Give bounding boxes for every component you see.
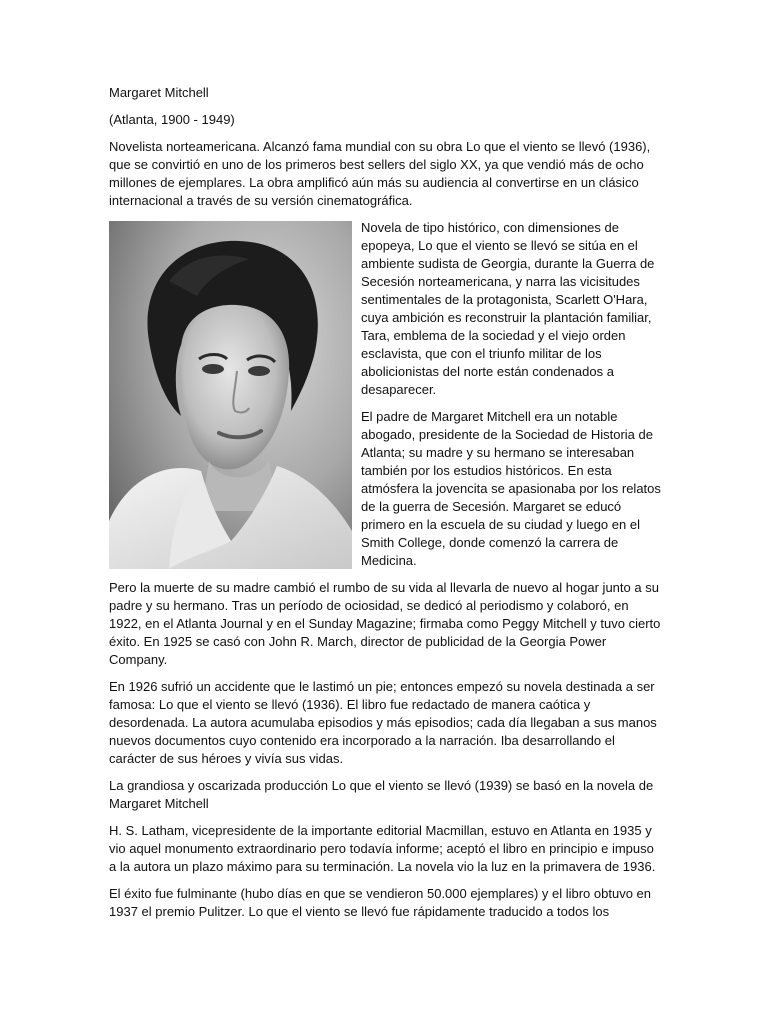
side-paragraph: El padre de Margaret Mitchell era un notable abogado, presidente de la Sociedad de Historia de Atlanta; su madre y su hermano se interesaban también por los estudios históricos. En esta atmósfera la jovencita se apasionaba por los relatos de la guerra de Secesión. Margaret se educó primero en la escuela de su ciudad y luego en el Smith College, donde comenzó la carrera de Medicina. xyxy=(361,409,661,568)
portrait-photo xyxy=(109,221,352,569)
intro-paragraph: Novelista norteamericana. Alcanzó fama mundial con su obra Lo que el viento se llevó (1936), que se convirtió en uno de los primeros best sellers del siglo XX, ya que vendió más de ocho millones de ejemplares. La obra amplificó aún más su audiencia al convertirse en un clásico internacional a través de su versión cinematográfica. xyxy=(109,139,651,208)
document-page xyxy=(109,84,661,930)
portrait-image xyxy=(109,221,352,569)
document-title: Margaret Mitchell xyxy=(109,85,209,100)
body-paragraph: Pero la muerte de su madre cambió el rumbo de su vida al llevarla de nuevo al hogar junto a su padre y su hermano. Tras un período de ociosidad, se dedicó al periodismo y colaboró, en 1922, en el Atlanta Journal y en el Sunday Magazine; firmaba como Peggy Mitchell y tuvo cierto éxito. En 1925 se casó con John R. March, director de publicidad de la Georgia Power Company. xyxy=(109,580,661,667)
body-paragraph: H. S. Latham, vicepresidente de la importante editorial Macmillan, estuvo en Atlanta en 1935 y vio aquel monumento extraordinario pero todavía informe; aceptó el libro en principio e impuso a la autora un plazo máximo para su terminación. La novela vio la luz en la primavera de 1936. xyxy=(109,823,656,874)
body-paragraph: En 1926 sufrió un accidente que le lastimó un pie; entonces empezó su novela destinada a ser famosa: Lo que el viento se llevó (1936). El libro fue redactado de manera caótica y desordenada. La autora acumulaba episodios y más episodios; cada día llegaban a sus manos nuevos documentos cuyo contenido era incorporado a la narración. Iba desarrollando el carácter de sus héroes y vivía sus vidas. xyxy=(109,679,657,766)
side-paragraph: Novela de tipo histórico, con dimensiones de epopeya, Lo que el viento se llevó se sitúa en el ambiente sudista de Georgia, durante la Guerra de Secesión norteamericana, y narra las vicisitudes sentimentales de la protagonista, Scarlett O'Hara, cuya ambición es reconstruir la plantación familiar, Tara, emblema de la sociedad y el viejo orden esclavista, que con el triunfo militar de los abolicionistas del norte están condenados a desaparecer. xyxy=(361,220,655,397)
portrait-section xyxy=(109,219,661,579)
body-paragraph: El éxito fue fulminante (hubo días en que se vendieron 50.000 ejemplares) y el libro obtuvo en 1937 el premio Pulitzer. Lo que el viento se llevó fue rápidamente traducido a todos los xyxy=(109,886,652,919)
body-paragraph: La grandiosa y oscarizada producción Lo que el viento se llevó (1939) se basó en la novela de Margaret Mitchell xyxy=(109,778,654,811)
document-subtitle: (Atlanta, 1900 - 1949) xyxy=(109,112,235,127)
